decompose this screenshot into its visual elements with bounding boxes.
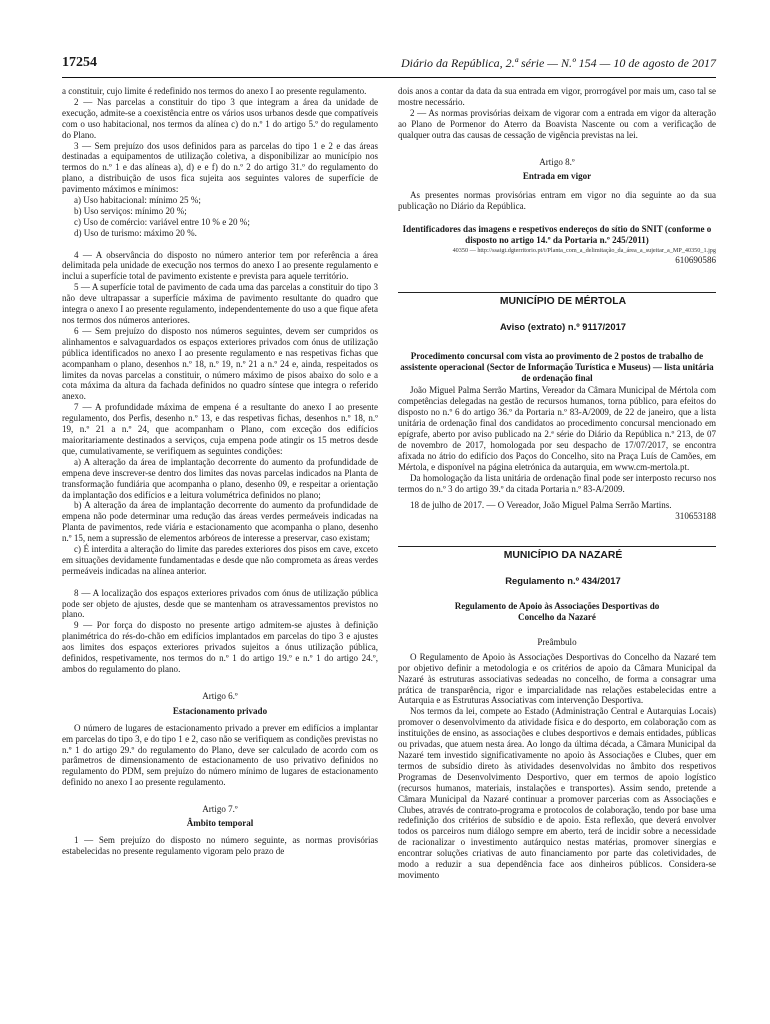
reference-number: 310653188 <box>675 511 716 522</box>
paragraph: O Regulamento de Apoio às Associações Desportivas do Concelho da Nazaré tem por objetivo definir a metodologia e os critérios de apoio da Câmara Municipal da Nazaré às estruturas associativas sedeadas no concelho, de forma a consagrar uma prática de transparência, rigor e imparcialidade nas relações estabelecidas entre a Autarquia e as Estruturas Associativas com intervenção Desportiva. <box>398 651 716 706</box>
paragraph: b) A alteração da área de implantação decorrente do aumento da profundidade de empena não pode determinar uma redução das áreas verdes permeáveis indicadas na Planta de pavimentos, rede viária e estacionamento que acompanha o plano, desenho n.º 15, nem a supressão de elementos arbóreos de interesse a preservar, caso existam; <box>62 500 378 544</box>
paragraph: João Miguel Palma Serrão Martins, Vereador da Câmara Municipal de Mértola com competências delegadas na gestão de recursos humanos, torna público, para efeitos do disposto no n.º 6 do artigo 36.º da Portaria n.º 83-A/2009, de 22 de janeiro, que a lista unitária de ordenação final dos candidatos ao procedimento concursal mencionado em epígrafe, aberto por aviso publicado na 2.ª série do Diário da República n.º 213, de 07 de novembro de 2017, homologada por seu despacho de 17/07/2017, se encontra afixada no átrio do edifício dos Paços do Concelho, sito na Praça Luís de Camões, em Mértola, e disponível na página eletrónica da autarquia, em www.cm-mertola.pt. <box>398 385 716 472</box>
paragraph: dois anos a contar da data da sua entrada em vigor, prorrogável por mais um, caso tal se mostre necessário. <box>398 86 716 107</box>
paragraph: 2 — As normas provisórias deixam de vigorar com a entrada em vigor da alteração ao Plano de Pormenor do Aterro da Boavista Nascente ou com a verificação de qualquer outra das causas de cessação de vigência previstas na lei. <box>398 107 716 140</box>
regulation-number: Regulamento n.º 434/2017 <box>505 575 621 587</box>
paragraph: As presentes normas provisórias entram em vigor no dia seguinte ao da sua publicação no Diário da República. <box>398 190 716 212</box>
article-title: Âmbito temporal <box>186 818 254 829</box>
paragraph: 5 — A superfície total de pavimento de cada uma das parcelas a constituir do tipo 3 não deve ultrapassar a superfície máxima de pavimento resultante do quadro que integra o anexo I ao presente regulamento, independentemente do uso a que fique afeta nos termos dos números anteriores. <box>62 282 378 326</box>
article-number: Artigo 7.º <box>202 804 238 815</box>
list-item: a) Uso habitacional: mínimo 25 %; <box>74 195 201 206</box>
paragraph: 7 — A profundidade máxima de empena é a resultante do anexo I ao presente regulamento, dos Perfis, desenho n.º 13, e das respetivas fichas, desenhos n.º 18, n.º 19, n.º 21 a n.º 24, que acompanham o Plano, com exceção dos edifícios maioritariamente destinados a serviços, cuja empena pode atingir os 15 metros desde que, cumulativamente, se verifiquem as seguintes condições: <box>62 402 378 456</box>
list-item: d) Uso de turismo: máximo 20 %. <box>74 227 197 238</box>
right-column <box>398 86 716 881</box>
paragraph: 4 — A observância do disposto no número anterior tem por referência a área delimitada pela unidade de execução nos termos do anexo I ao presente regulamento e inclui a superfície total de pavimento existente e prevista para aquele território. <box>62 249 378 282</box>
paragraph: Da homologação da lista unitária de ordenação final pode ser interposto recurso nos termos do n.º 3 do artigo 39.º da citada Portaria n.º 83-A/2009. <box>398 472 716 494</box>
article-number: Artigo 8.º <box>539 156 575 167</box>
paragraph: c) É interdita a alteração do limite das paredes exteriores dos pisos em cave, exceto em situações devidamente fundamentadas e desde que não comprometa as áreas verdes permeáveis indicadas na alínea anterior. <box>62 544 378 576</box>
article-title: Entrada em vigor <box>522 171 592 182</box>
list-item: c) Uso de comércio: variável entre 10 % e 20 %; <box>74 216 250 227</box>
page-header <box>62 55 716 78</box>
paragraph: 6 — Sem prejuízo do disposto nos números seguintes, devem ser cumpridos os alinhamentos e salvaguardados os espaços exteriores privados com ónus de utilização pública identificados no anexo I ao presente regulamento e nas respetivas fichas que acompanham o plano, desenhos n.º 18, n.º 19, n.º 21 a n.º 24 e, ainda, respeitados os limites da novas parcelas a constituir, o número máximo de pisos abaixo do solo e a cota máxima da altura da fachada definidos no quadro síntese que integra o referido anexo. <box>62 325 378 402</box>
article-title: Estacionamento privado <box>172 705 268 716</box>
journal-title: Diário da República, 2.ª série — N.º 154 — 10 de agosto de 2017 <box>400 56 716 70</box>
snit-link[interactable]: 40350 — http://ssaigt.dgterritorio.pt/i/Planta_com_a_delimitação_da_área_a_sujeitar_a_MP_40350_1.jpg <box>452 246 716 254</box>
list-item: b) Uso serviços: mínimo 20 %; <box>74 205 187 216</box>
paragraph: a) A alteração da área de implantação decorrente do aumento da profundidade de empena deve inscrever-se dentro dos limites das novas parcelas indicados na Planta de transformação fundiária que acompanha o plano, desenho 09, e respeitar a orientação da implantação dos edifícios e a leitura volumétrica definidos no plano; <box>62 456 378 500</box>
paragraph: Nos termos da lei, compete ao Estado (Administração Central e Autarquias Locais) promover o desenvolvimento da atividade física e do desporto, em colaboração com as instituições de ensino, as associações e clubes desportivos e demais entidades, públicas ou privadas, que atuem nesta área. Ao longo da última década, a Câmara Municipal da Nazaré tem investido significativamente no apoio às Associações e Clubes, quer em termos de subsídio direto às atividades desenvolvidas no âmbito dos respetivos Programas de Desenvolvimento Desportivo, quer em termos de apoio logístico (recursos humanos, materiais, instalações e transportes). Assim sendo, pretende a Câmara Municipal da Nazaré continuar a promover parcerias com as Associações e Clubes, através de contrato-programa e protocolos de colaboração, tendo por base uma redefinição dos critérios de subsídio e de apoio. Esta reflexão, que deverá envolver todos os parceiros num diálogo sempre em aberto, terá de incidir sobre a necessidade de racionalizar o investimento autárquico nestas matérias, promover sinergias e encontrar soluções criativas de auto financiamento por parte das coletividades, de modo a reduzir a sua dependência face aos dinheiros públicos. Considera-se movimento <box>398 706 716 880</box>
signature-line: 18 de julho de 2017. — O Vereador, João Miguel Palma Serrão Martins. <box>410 500 672 511</box>
paragraph: a constituir, cujo limite é redefinido nos termos do anexo I ao presente regulamento. <box>62 86 367 96</box>
paragraph: 1 — Sem prejuízo do disposto no número seguinte, as normas provisórias estabelecidas no presente regulamento vigoram pelo prazo de <box>62 834 378 856</box>
paragraph: 3 — Sem prejuízo dos usos definidos para as parcelas do tipo 1 e 2 e das áreas destinadas a equipamentos de utilização coletiva, a disponibilizar ao município nos termos do n.º 1 e das alíneas a), d) e e f) do n.º 2 do artigo 31.º do regulamento do plano, a distribuição de usos fica sujeita aos seguintes valores de superfície de pavimento máximos e mínimos: <box>62 140 378 195</box>
paragraph: O número de lugares de estacionamento privado a prever em edifícios a implantar em parcelas do tipo 3, e do tipo 1 e 2, caso não se verifiquem as condições previstas no n.º 1 do artigo 29.º do regulamento do Plano, deve ser calculado de acordo com os parâmetros de dimensionamento de estacionamento de uso privativo definidos no regulamento do PDM, sem prejuízo do número mínimo de lugares de estacionamento definido no anexo I ao presente regulamento. <box>62 722 378 788</box>
preamble-heading: Preâmbulo <box>537 636 577 647</box>
notice-title: Aviso (extrato) n.º 9117/2017 <box>499 320 627 332</box>
procedure-title: Procedimento concursal com vista ao provimento de 2 postos de trabalho de assistente operacional (Sector de Informação Turística e Museus) — lista unitária de ordenação final <box>400 350 714 383</box>
page-number: 17254 <box>62 55 97 70</box>
left-column <box>62 86 378 857</box>
municipality-heading: MUNICÍPIO DA NAZARÉ <box>503 550 623 562</box>
snit-title: Identificadores das imagens e respetivos endereços do sítio do SNIT (conforme o disposto no artigo 14.º da Portaria n.º 245/2011) <box>402 224 712 246</box>
municipality-heading: MUNICÍPIO DE MÉRTOLA <box>499 295 627 307</box>
article-number: Artigo 6.º <box>202 690 238 701</box>
paragraph: 8 — A localização dos espaços exteriores privados com ónus de utilização pública pode ser objeto de ajustes, desde que se mantenham os atravessamentos previstos no plano. <box>62 587 378 620</box>
regulation-title: Regulamento de Apoio às Associações Desportivas do Concelho da Nazaré <box>454 601 660 622</box>
paragraph: 9 — Por força do disposto no presente artigo admitem-se ajustes à definição planimétrica do rés-do-chão em edifícios implantados em parcelas do tipo 3 e ajustes aos limites dos espaços exteriores privados sujeitos a ónus utilização pública, definidos, respetivamente, nos termos do n.º 1 do artigo 19.º e n.º 1 do artigo 24.º, ambos do regulamento do plano. <box>62 620 378 674</box>
reference-number: 610690586 <box>675 254 716 265</box>
paragraph: 2 — Nas parcelas a constituir do tipo 3 que integram a área da unidade de execução, admite-se a coexistência entre os vários usos urbanos desde que compatíveis com o uso habitacional, nos termos da alínea c) do n.º 1 do artigo 5.º do regulamento do Plano. <box>62 96 378 140</box>
